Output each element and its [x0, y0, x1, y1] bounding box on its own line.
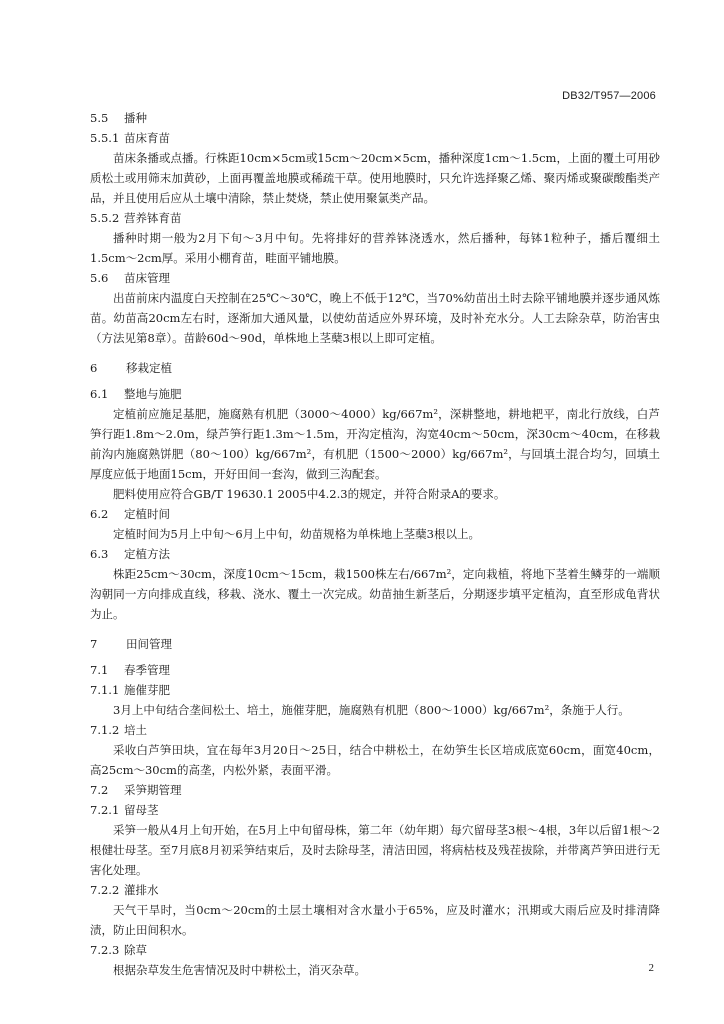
paragraph: 苗床条播或点播。行株距10cm×5cm或15cm～20cm×5cm，播种深度1cm～1.5cm，上面的覆土可用砂质松土或用筛末加黄砂，上面再覆盖地膜或稀疏干草。使用地膜时，只允许选择聚乙烯、聚丙烯或聚碳酸酯类产品，并且使用后应从土壤中清除，禁止焚烧，禁止使用聚氯类产品。	[90, 151, 660, 205]
section-title: 田间管理	[126, 637, 172, 651]
section-title: 定植方法	[124, 547, 170, 561]
section-heading	[90, 780, 660, 800]
section-title: 播种	[124, 111, 147, 125]
section-heading	[90, 108, 660, 128]
paragraph: 株距25cm～30cm，深度10cm～15cm，栽1500株左右/667m²，定向栽植，将地下茎着生鳞芽的一端顺沟朝同一方向排成直线，移栽、浇水、覆土一次完成。幼苗抽生新茎后，分期逐步填平定植沟，直至形成龟背状为止。	[90, 567, 660, 621]
section-heading	[90, 940, 660, 960]
section-number: 7.2.2	[90, 883, 120, 897]
section-heading	[90, 544, 660, 564]
section-heading	[90, 800, 660, 820]
section-heading	[90, 208, 660, 228]
section-number: 7.1.1	[90, 683, 120, 697]
section-number: 5.6	[90, 271, 109, 285]
section-title: 苗床管理	[124, 271, 170, 285]
spacer	[90, 624, 660, 634]
section-heading	[90, 358, 660, 378]
section-heading	[90, 268, 660, 288]
section-heading	[90, 634, 660, 654]
section-title: 施催芽肥	[124, 683, 170, 697]
section-title: 灌排水	[124, 883, 159, 897]
paragraph: 3月上中旬结合垄间松土、培土，施催芽肥，施腐熟有机肥（800～1000）kg/667m²，条施于人行。	[113, 703, 630, 717]
section-number: 7.2.1	[90, 803, 120, 817]
section-title: 整地与施肥	[124, 387, 182, 401]
section-number: 6.1	[90, 387, 109, 401]
section-title: 采笋期管理	[124, 783, 182, 797]
section-heading	[90, 504, 660, 524]
section-heading	[90, 680, 660, 700]
paragraph: 播种时期一般为2月下旬～3月中旬。先将排好的营养钵浇透水，然后播种，每钵1粒种子，播后覆细土1.5cm～2cm厚。采用小棚育苗，畦面平铺地膜。	[90, 231, 660, 265]
spacer	[90, 348, 660, 358]
section-number: 7.2	[90, 783, 109, 797]
section-number: 7.1	[90, 663, 109, 677]
section-number: 7.2.3	[90, 943, 120, 957]
section-number: 5.5.1	[90, 131, 120, 145]
section-heading	[90, 720, 660, 740]
paragraph: 定植前应施足基肥，施腐熟有机肥（3000～4000）kg/667m²，深耕整地，耕地耙平，南北行放线，白芦笋行距1.8m～2.0m，绿芦笋行距1.3m～1.5m，开沟定植沟，沟宽40cm～50cm，深30cm～40cm，在移栽前沟内施腐熟饼肥（80～100）kg/667m²，有机肥（1500～2000）kg/667m²，与回填土混合均匀，回填土厚度应低于地面15cm，开好田间一套沟，做到三沟配套。	[90, 407, 660, 481]
section-title: 苗床育苗	[124, 131, 170, 145]
section-number: 5.5	[90, 111, 109, 125]
section-number: 7	[90, 637, 98, 651]
paragraph: 肥料使用应符合GB/T 19630.1 2005中4.2.3的规定，并符合附录A的要求。	[113, 487, 506, 501]
section-heading	[90, 880, 660, 900]
section-title: 培土	[124, 723, 147, 737]
paragraph: 根据杂草发生危害情况及时中耕松土，消灭杂草。	[113, 963, 366, 977]
section-number: 6.3	[90, 547, 109, 561]
section-title: 定植时间	[124, 507, 170, 521]
section-number: 6.2	[90, 507, 109, 521]
section-title: 除草	[124, 943, 147, 957]
paragraph: 出苗前床内温度白天控制在25℃～30℃，晚上不低于12℃，当70%幼苗出土时去除平铺地膜并逐步通风炼苗。幼苗高20cm左右时，逐渐加大通风量，以使幼苗适应外界环境，及时补充水分。人工去除杂草，防治害虫（方法见第8章）。苗龄60d～90d，单株地上茎蘖3根以上即可定植。	[90, 291, 660, 345]
section-title: 移栽定植	[126, 361, 172, 375]
paragraph: 天气干旱时，当0cm～20cm的土层土壤相对含水量小于65%，应及时灌水；汛期或大雨后应及时排清降渍，防止田间积水。	[90, 903, 660, 937]
section-number: 7.1.2	[90, 723, 120, 737]
paragraph: 定植时间为5月上中旬～6月上中旬，幼苗规格为单株地上茎蘖3根以上。	[113, 527, 480, 541]
section-title: 留母茎	[124, 803, 159, 817]
section-title: 营养钵育苗	[124, 211, 182, 225]
paragraph: 采收白芦笋田块，宜在每年3月20日～25日，结合中耕松土，在幼笋生长区培成底宽60cm，面宽40cm，高25cm～30cm的高垄，内松外紧，表面平滑。	[90, 743, 660, 777]
section-title: 春季管理	[124, 663, 170, 677]
document-body	[90, 108, 660, 980]
section-number: 5.5.2	[90, 211, 120, 225]
section-number: 6	[90, 361, 98, 375]
section-heading	[90, 660, 660, 680]
section-heading	[90, 128, 660, 148]
standard-code: DB32/T957—2006	[562, 90, 656, 102]
page-number: 2	[648, 962, 654, 974]
section-heading	[90, 384, 660, 404]
paragraph: 采笋一般从4月上旬开始，在5月上中旬留母株，第二年（幼年期）每穴留母茎3根～4根，3年以后留1根～2根健壮母茎。至7月底8月初采笋结束后，及时去除母茎，清洁田园，将病枯枝及残茬拔除，并带离芦笋田进行无害化处理。	[90, 823, 660, 877]
